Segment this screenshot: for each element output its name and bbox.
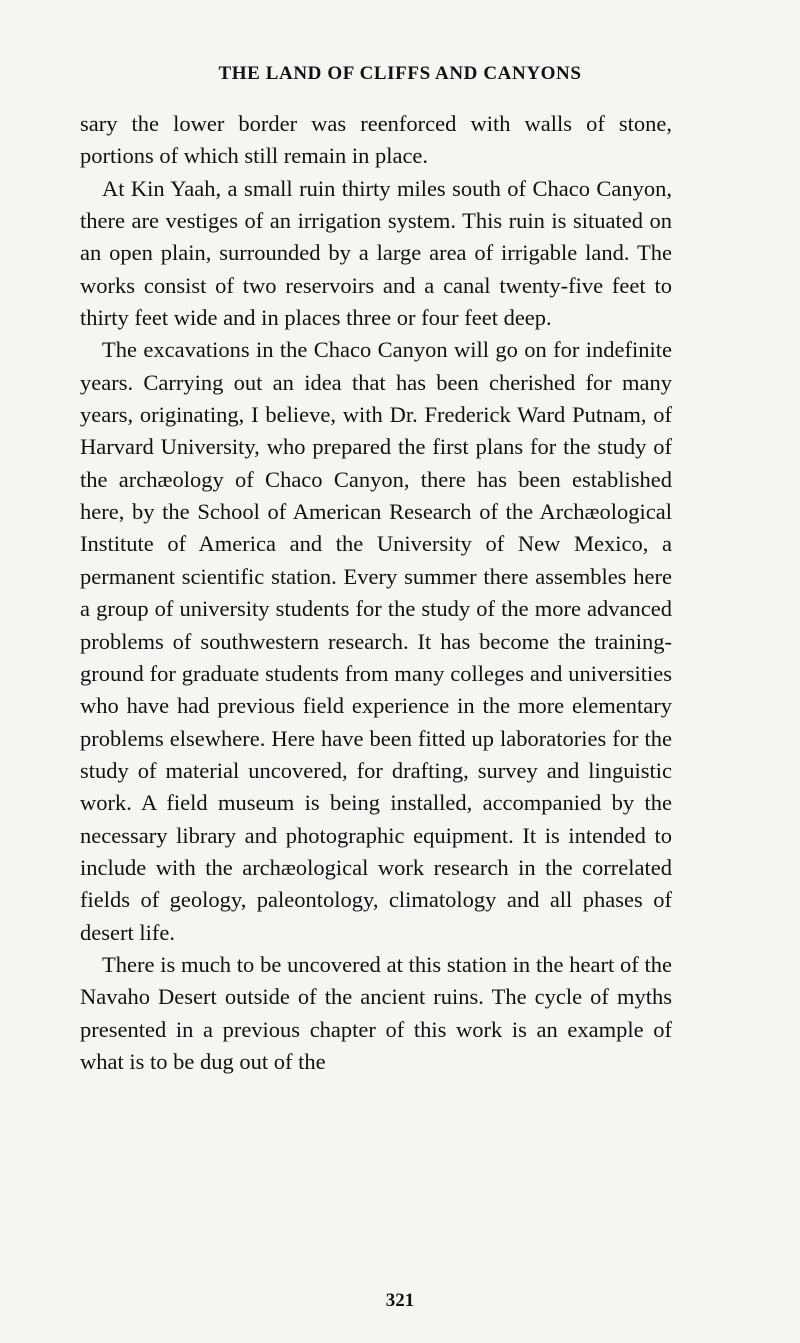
running-head-title: THE LAND OF CLIFFS AND CANYONS [218, 63, 582, 84]
page-number: 321 [385, 1290, 415, 1311]
paragraph-excavations: The excavations in the Chaco Canyon will go on for indefinite years. Carrying out an idea that has been cherished for many years, originating, I believe, with Dr. Frederick Ward Putnam, of Harvard University, who prepared the first plans for the study of the archæology of Chaco Canyon, there has been established here, by the School of American Research of the Archæological Institute of America and the University of New Mexico, a permanent scientific station. Every summer there assembles here a group of university students for the study of the more advanced problems of southwestern research. It has become the training-ground for graduate students from many colleges and universities who have had previous field experience in the more elementary problems elsewhere. Here have been fitted up laboratories for the study of material uncovered, for drafting, survey and linguistic work. A field museum is being installed, accompanied by the necessary library and photographic equipment. It is intended to include with the archæological work research in the correlated fields of geology, paleontology, climatology and all phases of desert life. [80, 337, 672, 945]
body-text [80, 108, 672, 1078]
paragraph-kin-yaah: At Kin Yaah, a small ruin thirty miles south of Chaco Canyon, there are vestiges of an irrigation system. This ruin is situated on an open plain, surrounded by a large area of irrigable land. The works consist of two reservoirs and a canal twenty-five feet to thirty feet wide and in places three or four feet deep. [80, 175, 672, 331]
paragraph-station: There is much to be uncovered at this station in the heart of the Navaho Desert outside of the ancient ruins. The cycle of myths presented in a previous chapter of this work is an example of what is to be dug out of the [80, 951, 672, 1074]
paragraph-continuation: sary the lower border was reenforced with walls of stone, portions of which still remain in place. [80, 111, 672, 169]
